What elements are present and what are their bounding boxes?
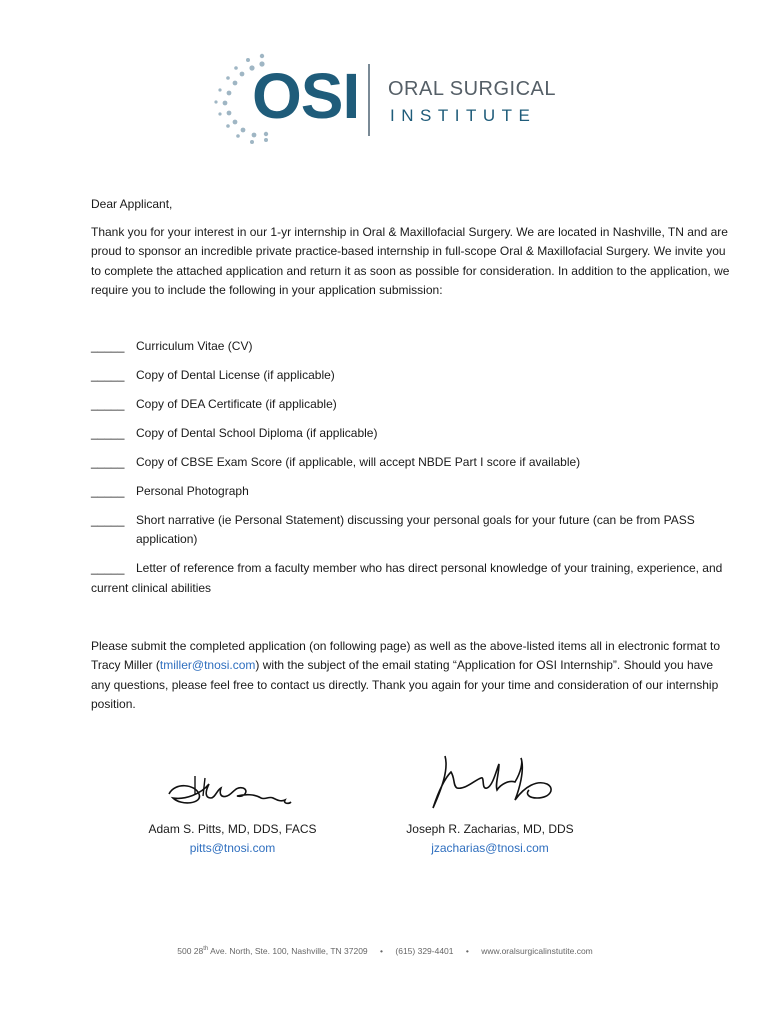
zacharias-email-link[interactable]: jzacharias@tnosi.com	[431, 841, 549, 856]
checklist-label: Short narrative (ie Personal Statement) discussing your personal goals for your future (can be from PASS application)	[136, 513, 695, 547]
checklist-label: Copy of Dental License (if applicable)	[136, 368, 335, 382]
logo-line1: ORAL SURGICAL	[388, 78, 557, 100]
checklist-blank: _____	[91, 397, 125, 411]
checklist-item-photograph	[91, 482, 731, 501]
greeting: Dear Applicant,	[91, 197, 173, 211]
checklist-item-dea-certificate	[91, 395, 731, 414]
requirements-checklist	[91, 337, 731, 608]
closing-text-1: Please submit the completed application (on following page) as well as the above-listed items all in electronic format to Tracy Miller (	[91, 639, 720, 673]
checklist-item-cv	[91, 337, 731, 356]
checklist-blank: _____	[91, 561, 125, 576]
checklist-item-reference-letter	[91, 559, 731, 598]
checklist-blank: _____	[91, 513, 125, 527]
footer-phone: (615) 329-4401	[395, 946, 454, 956]
checklist-blank: _____	[91, 368, 125, 382]
checklist-label: Copy of Dental School Diploma (if applicable)	[136, 426, 378, 440]
checklist-label: Letter of reference from a faculty member who has direct personal knowledge of your training, experience, and current clinical abilities	[91, 561, 723, 595]
checklist-blank: _____	[91, 426, 125, 440]
checklist-item-cbse-score	[91, 453, 731, 472]
tracy-miller-email-link[interactable]: tmiller@tnosi.com	[159, 658, 256, 673]
address-number: 500 28	[177, 946, 204, 956]
checklist-label: Copy of CBSE Exam Score (if applicable, will accept NBDE Part I score if available)	[136, 455, 581, 469]
logo-mark: OSI	[252, 60, 360, 132]
footer-address	[177, 946, 367, 956]
pitts-email-link[interactable]: pitts@tnosi.com	[189, 841, 276, 856]
closing-text-2: ) with the subject of the email stating “Application for OSI Internship”. Should you have any questions, please feel free to contact us directly. Thank you again for your time and consideration of our internship position.	[91, 658, 719, 712]
closing-paragraph	[91, 637, 731, 715]
checklist-item-narrative	[91, 511, 731, 550]
checklist-blank: _____	[91, 455, 125, 469]
signer-name: Adam S. Pitts, MD, DDS, FACS	[148, 822, 317, 836]
osi-logo	[210, 52, 560, 144]
pitts-signature-block	[140, 820, 325, 859]
footer-separator: •	[465, 946, 469, 956]
address-rest: Ave. North, Ste. 100, Nashville, TN 37209	[208, 946, 368, 956]
footer-website[interactable]: www.oralsurgicalinstutite.com	[481, 946, 593, 956]
intro-paragraph: Thank you for your interest in our 1-yr internship in Oral & Maxillofacial Surgery. We are located in Nashville, TN and are proud to sponsor an incredible private practice-based internship in full-scope Oral & Maxillofacial Surgery. We invite you to complete the attached application and return it as soon as possible for consideration. In addition to the application, we require you to include the following in your application submission:	[91, 225, 730, 298]
checklist-item-dental-license	[91, 366, 731, 385]
logo-divider	[368, 64, 370, 136]
checklist-label: Copy of DEA Certificate (if applicable)	[136, 397, 337, 411]
footer-separator: •	[380, 946, 384, 956]
checklist-blank: _____	[91, 484, 125, 498]
logo-line2: INSTITUTE	[390, 106, 537, 125]
letterhead-footer	[0, 946, 770, 956]
checklist-label: Personal Photograph	[136, 484, 249, 498]
zacharias-signature-icon	[425, 750, 565, 815]
checklist-blank: _____	[91, 339, 125, 353]
zacharias-signature-block	[395, 820, 585, 859]
address-suffix: th	[203, 946, 209, 953]
checklist-item-diploma	[91, 424, 731, 443]
pitts-signature-icon	[165, 764, 295, 814]
checklist-label: Curriculum Vitae (CV)	[136, 339, 253, 353]
signer-name: Joseph R. Zacharias, MD, DDS	[406, 822, 574, 836]
